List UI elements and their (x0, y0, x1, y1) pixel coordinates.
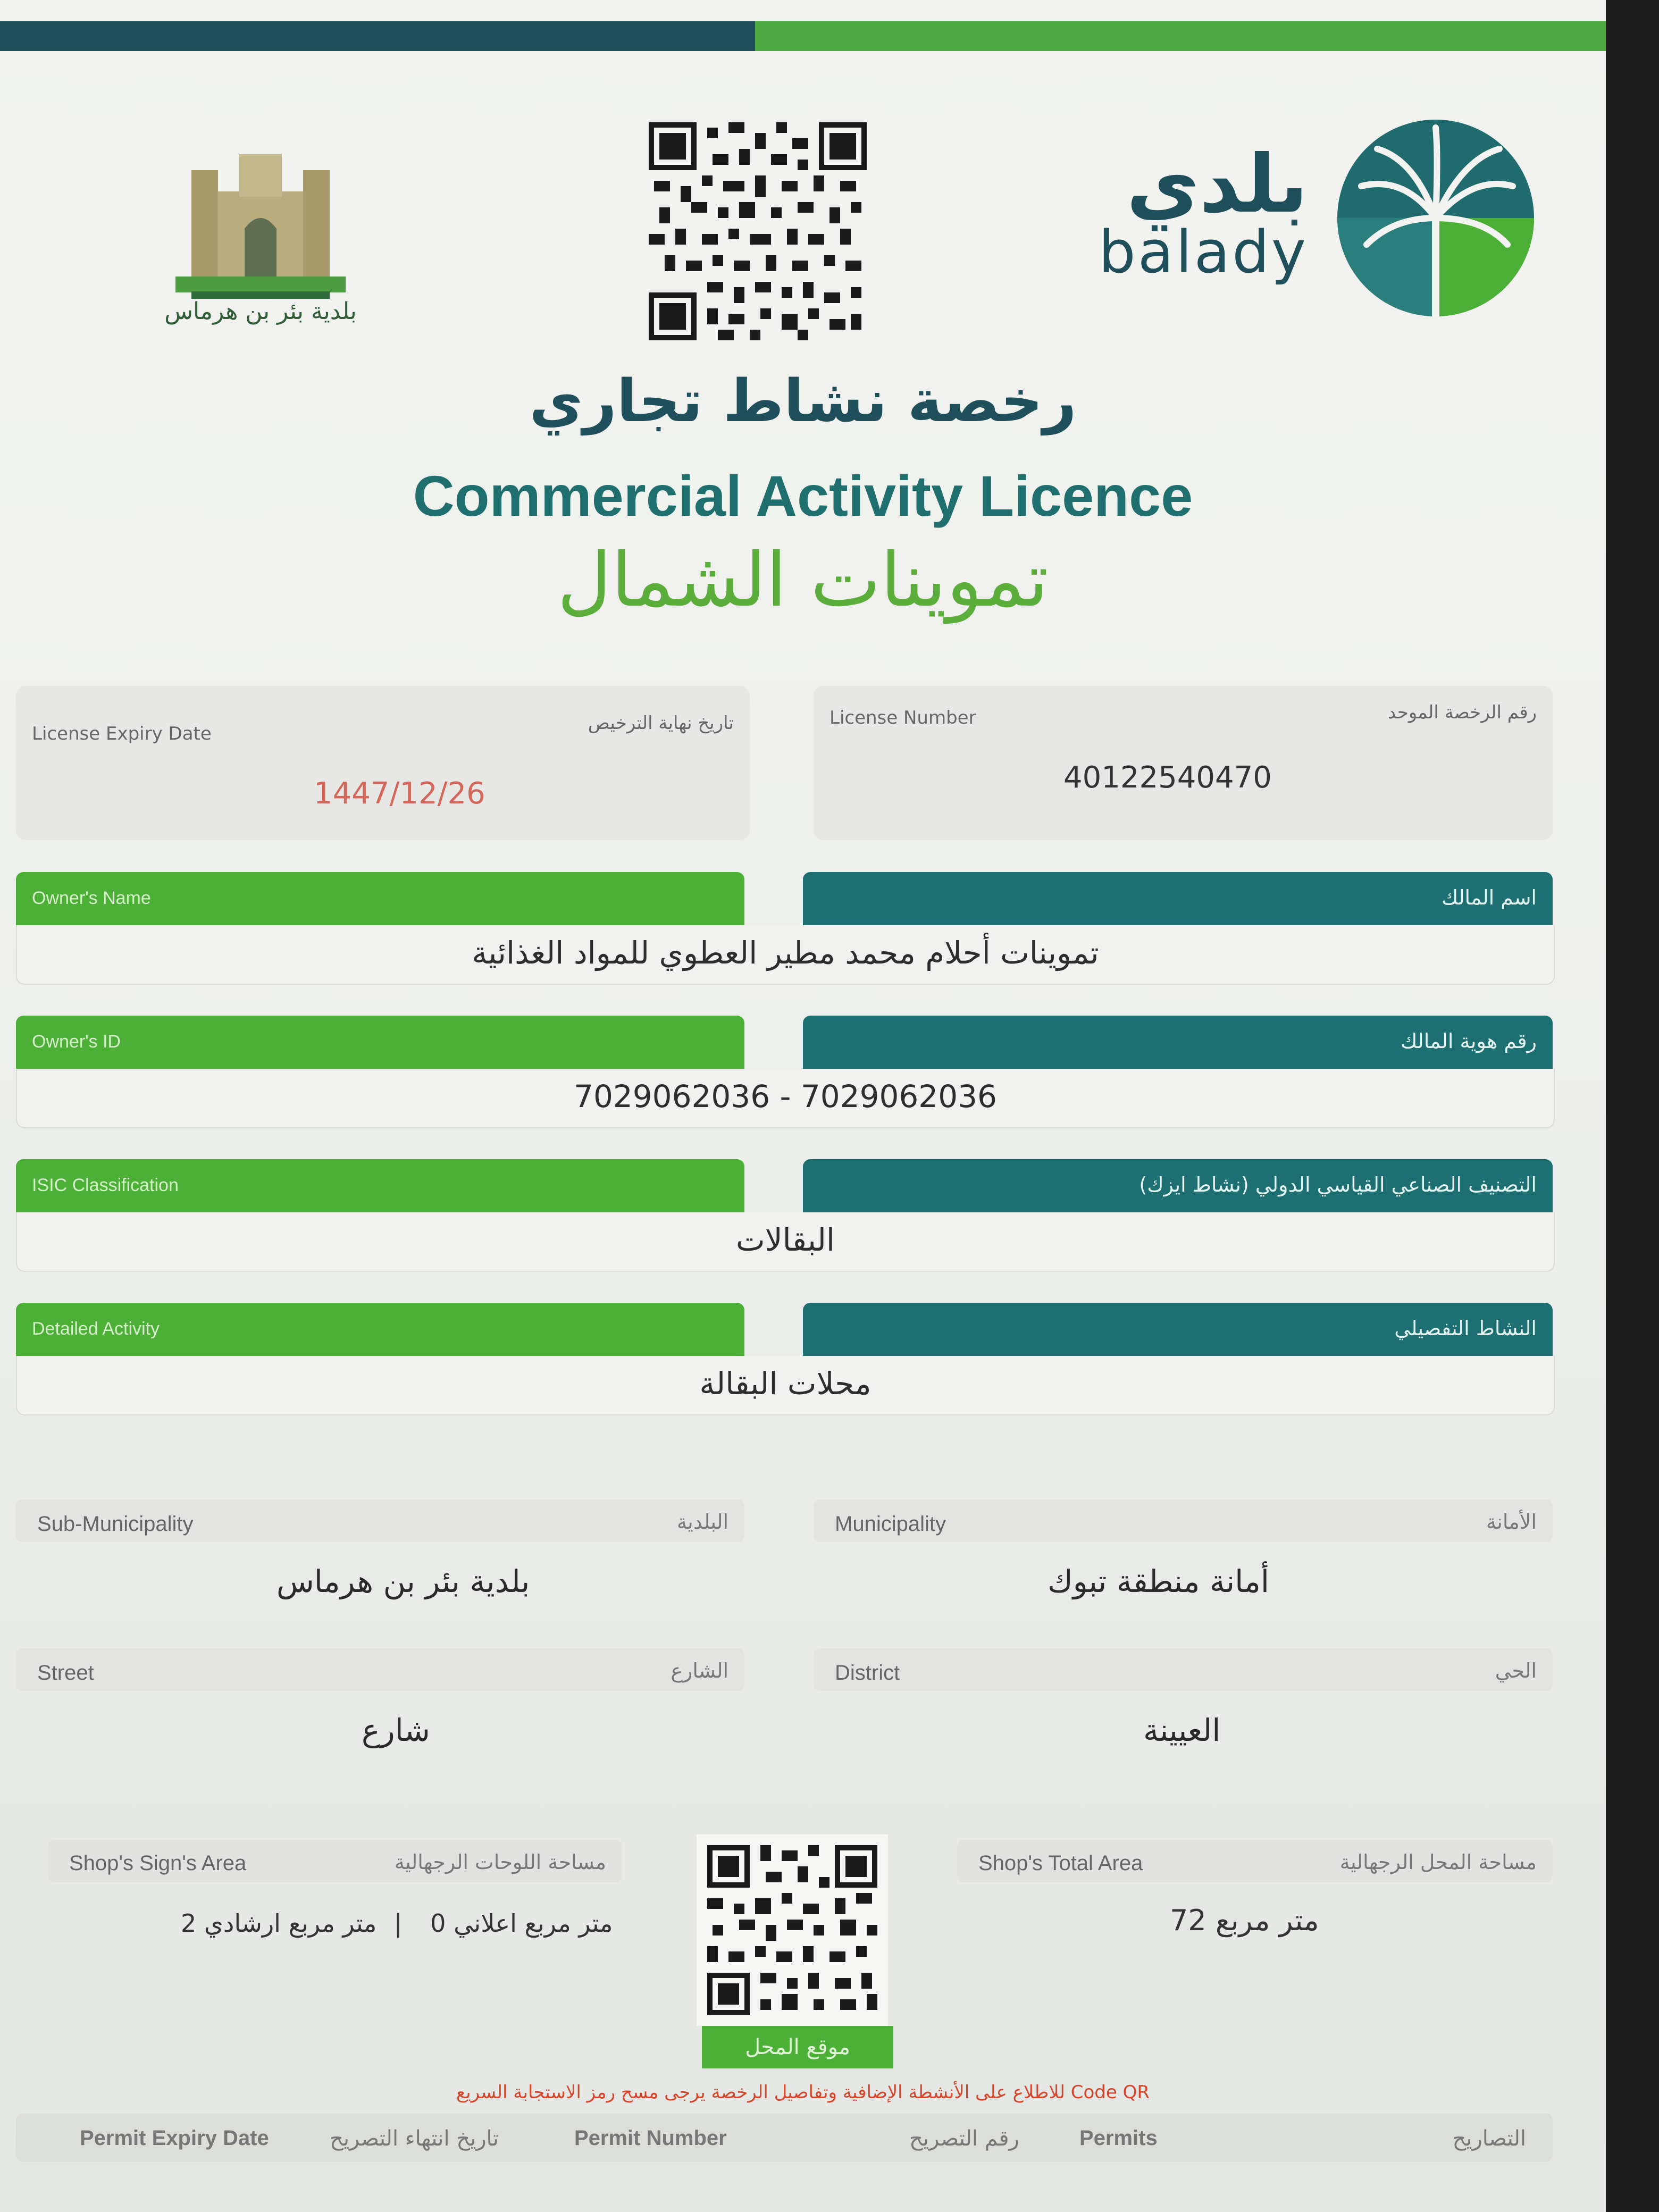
permit-expiry-label-en: Permit Expiry Date (80, 2126, 269, 2150)
district-label-en: District (835, 1661, 900, 1685)
permits-label-en: Permits (1079, 2126, 1158, 2150)
license-expiry-box (16, 686, 750, 840)
street-row (16, 1648, 1553, 1776)
license-expiry-value: 1447/12/26 (314, 776, 485, 811)
municipality-logo-text: بلدية بئر بن هرماس (164, 298, 357, 325)
district-field (814, 1648, 1553, 1776)
balady-brand-ar: بلدي (1126, 138, 1308, 231)
section-bar-ar (803, 1303, 1553, 1356)
section-body (16, 1069, 1555, 1128)
permits-header-row (16, 2114, 1553, 2161)
owner-id-value: 7029062036 - 7029062036 (574, 1078, 997, 1115)
section-bar-ar (803, 1016, 1553, 1069)
shop-location-button[interactable]: موقع المحل (702, 2026, 893, 2068)
owner-name-value: تموينات أحلام محمد مطير العطوي للمواد الغذائية (472, 935, 1099, 971)
sub-municipality-value: بلدية بئر بن هرماس (276, 1563, 530, 1599)
section-bar-ar (803, 872, 1553, 925)
owner-name-label-ar: اسم المالك (1441, 886, 1537, 909)
section-bar-en (16, 1016, 744, 1069)
district-value: العيينة (1143, 1712, 1221, 1748)
permit-number-label-ar: رقم التصريح (909, 2126, 1019, 2151)
license-expiry-label-en: License Expiry Date (32, 723, 212, 744)
section-bar-ar (803, 1159, 1553, 1212)
municipality-field (814, 1499, 1553, 1627)
sub-municipality-field (16, 1499, 744, 1627)
sign-separator: | (394, 1909, 403, 1938)
isic-label-en: ISIC Classification (32, 1175, 179, 1195)
street-label-en: Street (37, 1661, 94, 1685)
title-ar: رخصة نشاط تجاري (529, 367, 1077, 435)
street-field (16, 1648, 744, 1776)
section-bar-en (16, 1303, 744, 1356)
total-area-label-ar: مساحة المحل الرجهالية (1339, 1850, 1537, 1874)
detailed-activity-label-ar: النشاط التفصيلي (1394, 1317, 1537, 1340)
license-number-value: 40122540470 (1063, 760, 1272, 795)
permit-number-label-en: Permit Number (574, 2126, 727, 2150)
isic-section (16, 1159, 1553, 1271)
license-expiry-label-ar: تاريخ نهاية الترخيص (588, 713, 734, 734)
sign-area-field (48, 1840, 622, 1978)
license-number-label-ar: رقم الرخصة الموحد (1387, 702, 1537, 723)
municipality-value: أمانة منطقة تبوك (1048, 1563, 1269, 1599)
owner-id-label-en: Owner's ID (32, 1032, 121, 1052)
owner-name-label-en: Owner's Name (32, 888, 151, 908)
section-bar-en (16, 1159, 744, 1212)
sign-value-1: 2 (181, 1909, 197, 1938)
license-info-row (16, 686, 1553, 840)
license-number-box (814, 686, 1553, 840)
license-number-label-en: License Number (830, 707, 976, 728)
field-header (16, 1648, 744, 1691)
header-stripe-teal (0, 21, 755, 51)
shop-name: تموينات الشمال (557, 537, 1049, 624)
owner-id-label-ar: رقم هوية المالك (1401, 1029, 1537, 1053)
municipality-row (16, 1499, 1553, 1627)
field-header (814, 1648, 1553, 1691)
municipality-logo (144, 149, 378, 340)
total-area-label-en: Shop's Total Area (978, 1851, 1143, 1875)
balady-brand-en: balady (1098, 218, 1308, 286)
qr-code-bottom[interactable] (697, 1834, 888, 2026)
sub-municipality-label-en: Sub-Municipality (37, 1512, 194, 1536)
sign-value-2: 0 (430, 1909, 446, 1938)
sub-municipality-label-ar: البلدية (676, 1510, 728, 1534)
balady-logo (1053, 112, 1542, 324)
isic-label-ar: التصنيف الصناعي القياسي الدولي (نشاط ايزك) (1139, 1173, 1537, 1196)
sign-unit-2: متر مربع اعلاني (454, 1909, 613, 1938)
qr-notice: للاطلاع على الأنشطة الإضافية وتفاصيل الرخصة يرجى مسح رمز الاستجابة السريع Code QR (456, 2082, 1150, 2103)
title-en: Commercial Activity Licence (413, 464, 1193, 528)
detailed-activity-label-en: Detailed Activity (32, 1319, 160, 1339)
section-body (16, 1356, 1555, 1415)
municipality-label-en: Municipality (835, 1512, 946, 1536)
palm-tree-icon (1329, 112, 1542, 324)
sign-area-values (128, 1909, 613, 1938)
permits-label-ar: التصاريح (1452, 2126, 1526, 2151)
street-label-ar: الشارع (671, 1659, 728, 1682)
header-stripe (0, 21, 1606, 51)
isic-value: البقالات (736, 1222, 835, 1258)
header-stripe-green (755, 21, 1606, 51)
section-bar-en (16, 872, 744, 925)
detailed-activity-value: محلات البقالة (699, 1365, 872, 1402)
sign-unit-1: متر مربع ارشادي (204, 1909, 377, 1938)
owner-name-section (16, 872, 1553, 984)
municipality-label-ar: الأمانة (1486, 1510, 1537, 1534)
district-label-ar: الحي (1495, 1659, 1537, 1682)
owner-id-section (16, 1016, 1553, 1127)
detailed-activity-section (16, 1303, 1553, 1414)
total-area-field (957, 1840, 1553, 1978)
sign-area-label-ar: مساحة اللوحات الرجهالية (394, 1850, 606, 1874)
section-body (16, 1212, 1555, 1272)
total-area-value: 72 متر مربع (1170, 1904, 1319, 1937)
sign-area-label-en: Shop's Sign's Area (69, 1851, 247, 1875)
qr-code-icon (643, 117, 872, 346)
qr-code-top[interactable] (643, 117, 872, 346)
street-value: شارع (362, 1712, 430, 1748)
section-body (16, 925, 1555, 985)
qr-code-icon (697, 1834, 888, 2026)
permit-expiry-label-ar: تاريخ انتهاء التصريح (330, 2126, 499, 2151)
